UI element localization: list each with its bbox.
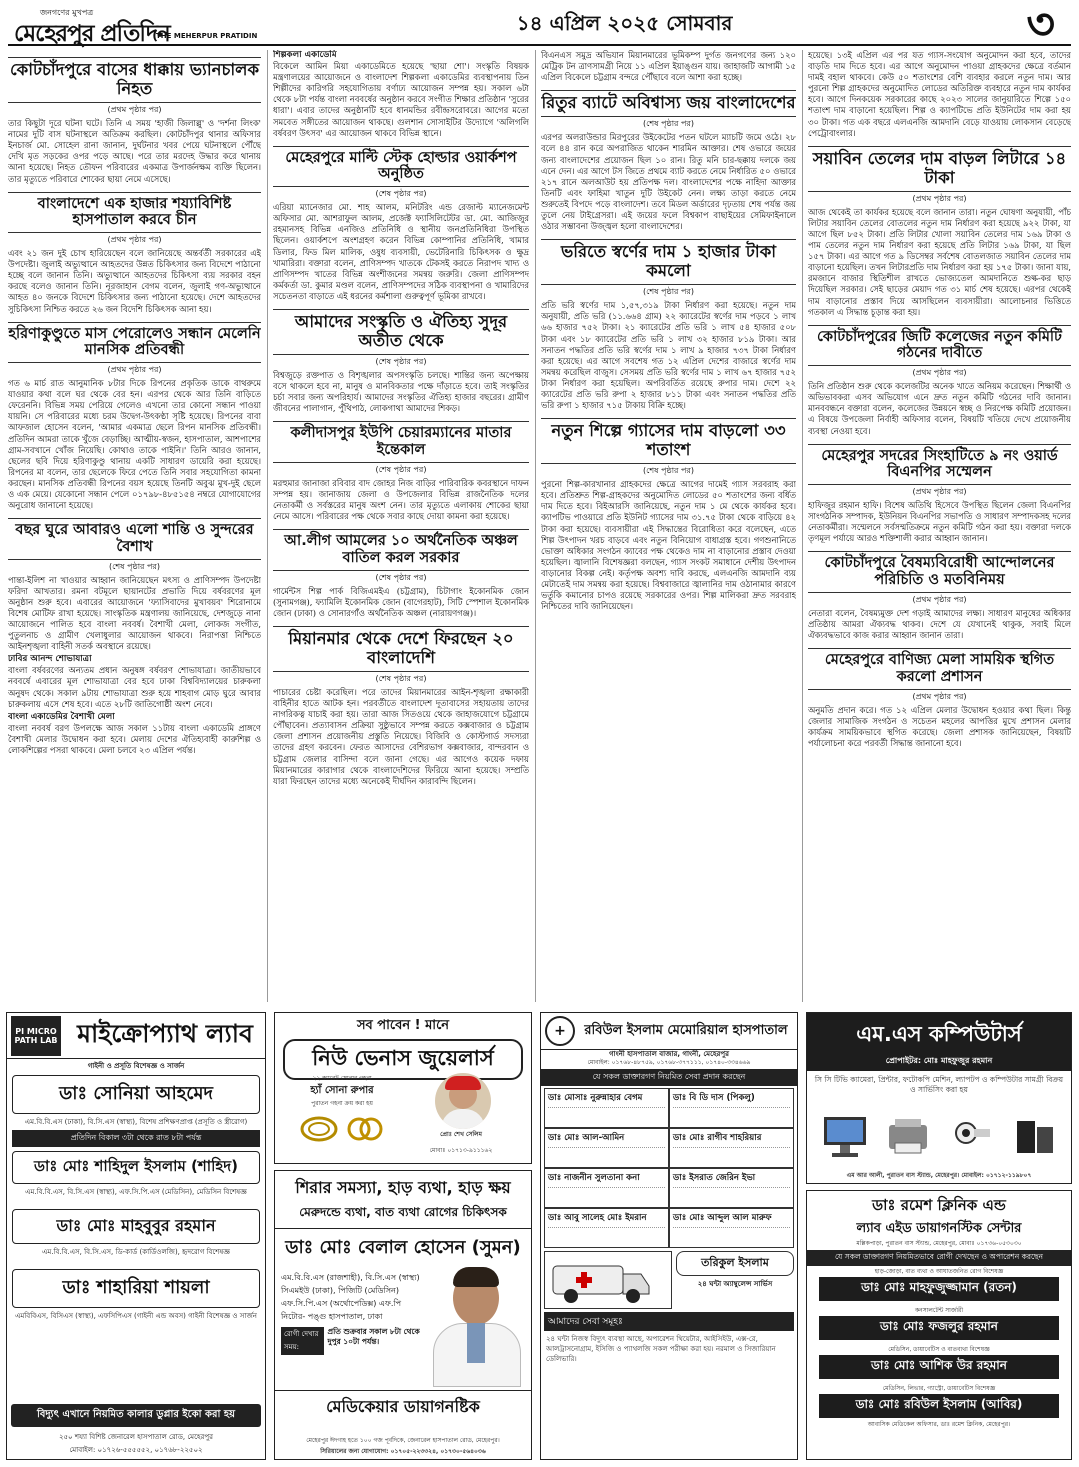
headline[interactable]: বাংলাদেশে এক হাজার শয্যাবিশিষ্ট হাসপাতাল করবে চীন xyxy=(8,192,261,233)
doctor-degrees: এম.বি.বি.এস, বি.সি.এস, ডি-কার্ড (কার্ডিওলজি), হৃদরোগ বিশেষজ্ঞ xyxy=(42,1248,230,1256)
article-body: হয়েছে। ১৩ই এপ্রিল এর পর যত গ্যাস-সংযোগ অনুমোদন করা হবে, তাদের বাড়তি দাম দিতে হবে। এর আগে অনুমোদন পাওয়া গ্রাহকদের ক্ষেত্রে বর্তমান দামই বহাল থাকবে। কেউ ৫০ শতাংশের বেশি ব্যবহার করলে নতুন দাম। আর পুরনো শিল্প গ্রাহকদের অনুমোদিত লোডের অতিরিক্ত ব্যবহারে নতুন দাম কার্যকর হবে। আগে দিনকয়েক সরকারের কাছে ২০২৩ সালের জানুয়ারিতে শিল্পে ১৫০ শতাংশ দাম বাড়ানো হয়েছিল। শিল্প ও ক্যাপটিভে প্রতি ইউনিটের দাম করা হয় ৩০ টাকা। গত এক বছরে এলএনজি আমদানি বেড়ে যাওয়ায় লোকসান বেড়েছে পেট্রোবাংলার। xyxy=(808,50,1071,138)
continuation-note: (প্রথম পৃষ্ঠার পর) xyxy=(912,691,967,701)
shop-services: সি সি টিভি ক্যামেরা, প্রিন্টার, ফটোকপি মেশিন, ল্যাপটপ ও কম্পিউটার সামগ্রী বিক্রয় ও সার্ভিসিং করা হয় xyxy=(814,1075,1064,1094)
article-body: বাংলা নববর্ষ বরণ উপলক্ষে আজ সকাল ১১টায় বাংলা একাডেমি প্রাঙ্গণে বৈশাখী মেলার উদ্বোধন করা হবে। মেলায় দেশের ঐতিহ্যবাহী কারুশিল্প ও লোকশিল্পের পসরা থাকবে। মেলা চলবে ২৩ এপ্রিল পর্যন্ত। xyxy=(8,722,261,755)
ad-header xyxy=(7,1013,265,1059)
continuation-note: (শেষ পৃষ্ঠার পর) xyxy=(375,356,427,366)
article-column-4 xyxy=(808,50,1071,1002)
article-body: এবং ২১ জন দুই চোখ হারিয়েছেন বলে জানিয়েছে অন্তর্বর্তী সরকারের এই উপদেষ্টা। জুলাই অভ্যুত্থানে আহতদের উন্নত চিকিৎসার জন্য বিদেশে পাঠানো হচ্ছে বলে জানান তিনি। অভ্যুত্থানে আহতদের চিকিৎসা ব্যয় সরকার বহন করছে বলেও জানান তিনি। নূরজাহান বেগম বলেন, জুলাই গণ-অভ্যুত্থানে আহত ৪০ জনকে বিদেশে চিকিৎসার জন্য পাঠানো হয়েছে। দেশে আহতদের সুচিকিৎসা নিশ্চিত করতে ২৬ জন বিদেশি চিকিৎসক আনা হয়। xyxy=(8,248,261,314)
headline[interactable]: হরিণাকুণ্ডুতে মাস পেরোলেও সন্ধান মেলেনি মানসিক প্রতিবন্ধী xyxy=(8,322,261,363)
ambulance-service: ২৪ ঘন্টা অ্যাম্বুলেন্স সার্ভিস xyxy=(697,1280,773,1288)
headline[interactable]: কলীদাসপুর ইউপি চেয়ারম্যানের মাতার ইন্তেকাল xyxy=(273,421,529,462)
continuation-note: (প্রথম পৃষ্ঠার পর) xyxy=(912,368,967,378)
owner-name: প্রোঃ শেখ সেলিম xyxy=(440,1131,482,1138)
headline[interactable]: মেহেরপুর সদরের সিংহাটিতে ৯ নং ওয়ার্ড বিএনপির সম্মেলন xyxy=(808,444,1071,485)
jeweller-name: নিউ ভেনাস জুয়েলার্স xyxy=(283,1039,523,1080)
continuation-note: (শেষ পৃষ্ঠার পর) xyxy=(109,561,160,571)
article-body: পুরনো শিল্প-কারখানার গ্রাহকদের ক্ষেত্রে আগের দামেই গ্যাস সরবরাহ করা হবে। প্রতিশ্রুত শিল্প-গ্রাহকদের অনুমোদিত লোডের ৫০ শতাংশের জন্য বর্ধিত দাম দিতে হবে। বিইআরসি জানিয়েছে, নতুন দাম ১ মে থেকে কার্যকর হবে। ক্যাপটিভ পাওয়ারে প্রতি ইউনিট গ্যাসের দাম ৩১.৭৫ টাকা থেকে বাড়িয়ে ৪২ টাকা করা হয়েছে। ব্যবসায়ীরা এই সিদ্ধান্তের বিরোধিতা করে বলেছেন, এতে শিল্প উৎপাদন খরচ বাড়বে এবং নতুন বিনিয়োগ বাধাগ্রস্ত হবে। গণশুনানিতে ভোক্তা অধিকার সংগঠন ক্যাবের পক্ষ থেকেও দাম না বাড়ানোর প্রস্তাব দেওয়া হয়েছিল। জ্বালানি বিশেষজ্ঞরা বলছেন, গ্যাস সংকট সমাধানে দেশীয় উৎপাদন বাড়ানোর বিকল্প নেই। কর্তৃপক্ষ অবশ্য দাবি করছে, এলএনজি আমদানি ব্যয় মেটাতেই দাম সমন্বয় করা হয়েছে। বিশ্ববাজারে জ্বালানির দাম ওঠানামার কারণে ভর্তুকি কমানোর চাপও রয়েছে সরকারের ওপর। শিল্প মালিকরা দ্রুত সরবরাহ নিশ্চিতের দাবি জানিয়েছেন। xyxy=(541,479,796,612)
ad-tagline: সব পাবেন ! মানে xyxy=(356,1018,450,1033)
doctor-specialty: হাড়-জোড়া, বাত ব্যথা ও আঘাতজনিত রোগ বিশেষজ্ঞ xyxy=(874,1268,1004,1275)
services-heading: আমাদের সেবা সমূহঃ xyxy=(544,1312,794,1331)
hospital-name: রবিউল ইসলাম মেমোরিয়াল হাসপাতাল xyxy=(584,1022,788,1038)
doctor-specialty: মেডিসিন, ডায়াবেটিস ও বাতব্যথা বিশেষজ্ঞ xyxy=(888,1346,990,1353)
doctor-name: ডাঃ মোঃ ফজলুর রহমান xyxy=(819,1316,1059,1340)
article-body: এরপর অলরাউন্ডার মিরপুরের উইকেটের পতন ঘটলে ম্যাচটি জমে ওঠে। ২৮ বলে ৪৪ রান করে অপরাজিত থাকেন শারমিন আক্তার। শেষ ওভারে জয়ের জন্য বাংলাদেশের প্রয়োজন ছিল ১০ রান। রিতু মনি চার-ছক্কায় দলকে জয় এনে দেন। এর আগে টস জিতে প্রথমে ব্যাট করতে নেমে নির্ধারিত ৫০ ওভারে ২১৭ রানে অলআউট হয় প্রতিপক্ষ দল। বাংলাদেশের পক্ষে নাহিদা আক্তার তিনটি এবং ফাহিমা খাতুন দুটি উইকেট নেন। লক্ষ্য তাড়া করতে নেমে শুরুতেই বিপদে পড়ে বাংলাদেশ। তবে মিডল অর্ডারের দৃঢ়তায় শেষ পর্যন্ত জয় তুলে নেয় টাইগ্রেসরা। এই জয়ের ফলে বিশ্বকাপ বাছাইয়ের সেমিফাইনালে ওঠার সম্ভাবনা উজ্জ্বল হলো বাংলাদেশের। xyxy=(541,132,796,232)
doctor-name: ডাঃ শাহারিয়া শায়লা xyxy=(12,1269,260,1308)
article-body: এরিয়া ম্যানেজার মো. শাহ আলম, মনিটরিং এন্ড রেজাল্ট ম্যানেজমেন্ট অফিসার মো. আশরাফুল আলম, প্রজেক্ট ফ্যাসিলিটেটর ডা. মো. আজিজুর রহমানসহ বিভিন্ন এনজিও প্রতিনিধি ও স্থানীয় জনপ্রতিনিধিরা উপস্থিত ছিলেন। ওয়ার্কশপে অংশগ্রহণ করেন বিভিন্ন কোম্পানির প্রতিনিধি, খামার ডিলার, ফিড মিল মালিক, ওষুধ ব্যবসায়ী, ভেটেরিনারি চিকিৎসক ও ক্ষুদ্র খামারিরা। বক্তারা বলেন, প্রাণিসম্পদ খাতকে টেকসই করতে নিরাপদ খাদ্য ও প্রাণিসম্পদ খাতের বিভিন্ন অংশীজনের সমন্বয় জরুরি। জেলা প্রাণিসম্পদ কর্মকর্তা ডা. কুমার মণ্ডল বলেন, প্রাণিসম্পদের সঠিক ব্যবস্থাপনা ও খামারিদের সচেতনতা বাড়াতে এই ধরনের কর্মশালা গুরুত্বপূর্ণ ভূমিকা রাখবে। xyxy=(273,202,529,301)
shop-name: এম.এস কম্পিউটার্স xyxy=(807,1013,1071,1055)
doctor-name: ডাঃ নাজনীন সুলতানা কনা xyxy=(548,1173,640,1183)
column-rule xyxy=(535,50,536,1002)
article-body: বিকেলে আমিন মিয়া একাডেমিতে হয়েছে 'ছায়া শো'। সংস্কৃতি বিষয়ক মন্ত্রণালয়ের আয়োজনে ও বাংলাদেশ শিল্পকলা একাডেমির ব্যবস্থাপনায় তিন শিল্পীদের কারিগরি সহযোগিতায় বর্ণাঢ্য আয়োজন সম্পন্ন হয়। সকাল ৬টা থেকে ৮টা পর্যন্ত বাংলা নববর্ষের অনুষ্ঠান করবে সংগীত শিক্ষার প্রতিষ্ঠান 'সুরের ধারা'। এবার তাদের অনুষ্ঠানটি হবে ধানমন্ডির রবীন্দ্রসরোবরে। আগের মতো সমবেত সঙ্গীতের আয়োজন থাকছে। গুলশান সোসাইটির উদ্যোগে 'অলিগলি বর্ষবরণ উৎসব' এর আয়োজন থাকবে বিভিন্ন স্থানে। xyxy=(273,61,529,138)
micropath-lab-ad[interactable] xyxy=(6,1012,266,1460)
doctor-grid-cell xyxy=(669,1168,794,1208)
continuation-note: (শেষ পৃষ্ঠার পর) xyxy=(643,119,694,129)
article-body: বাংলা বর্ষবরণের অন্যতম প্রধান অনুষঙ্গ বর্ষবরণ শোভাযাত্রা। জাতীয়ভাবে নববর্ষে এবারের মূল শোভাযাত্রা বের হবে ঢাকা বিশ্ববিদ্যালয়ের চারুকলা অনুষদ থেকে। সকাল ৯টায় শোভাযাত্রা শুরু হয়ে শাহবাগ মোড় ঘুরে আবার চারুকলায় এসে শেষ হবে। এতে ২৮টি জাতিগোষ্ঠী অংশ নেবে। xyxy=(8,665,261,709)
headline[interactable]: কোটচাঁদপুরে বৈষম্যবিরোধী আন্দোলনের পরিচিতি ও মতবিনিময় xyxy=(808,551,1071,592)
article-column-3 xyxy=(541,50,796,1002)
article-body: পাচারের চেষ্টা করেছিল। পরে তাদের মিয়ানমারের আইন-শৃঙ্খলা রক্ষাকারী বাহিনীর হাতে আটক হন। পরবর্তীতে বাংলাদেশ দূতাবাসের সহায়তায় তাদের নাগরিকত্ব যাচাই করা হয়। তারা আজ সিতওয়ে থেকে জাহাজযোগে চট্টগ্রামে পৌঁছাবেন। প্রত্যাবাসন প্রক্রিয়া সুষ্ঠুভাবে সম্পন্ন করতে কক্সবাজার ও চট্টগ্রাম জেলা প্রশাসন প্রয়োজনীয় প্রস্তুতি নিয়েছে। বিজিবি ও কোস্টগার্ড সদস্যরা তাদের গ্রহণ করবেন। ফেরত আসাদের বেশিরভাগ কক্সবাজার, বান্দরবান ও চট্টগ্রাম জেলার বাসিন্দা বলে জানা গেছে। এর আগেও কয়েক দফায় মিয়ানমারের কারাগার থেকে বাংলাদেশিদের ফিরিয়ে আনা হয়েছে। সম্প্রতি যারা ফিরছেন তাদের মধ্যে অনেকেই দীর্ঘদিন কারাবন্দি ছিলেন। xyxy=(273,687,529,786)
headline[interactable]: বছর ঘুরে আবারও এলো শান্তি ও সুন্দরের বৈশাখ xyxy=(8,518,261,559)
time-label: রোগী দেখার সময়: xyxy=(281,1327,324,1355)
shop-owner: প্রোপাইটর: মোঃ মাহফুজুর রহমান xyxy=(807,1055,1071,1071)
doctor-grid-cell xyxy=(544,1168,669,1208)
jewellery-icon xyxy=(283,1114,401,1144)
ms-computers-ad[interactable] xyxy=(806,1012,1072,1184)
ad-line: হ্যাঁ সোনা রুপার xyxy=(310,1085,374,1096)
doctor-grid-cell xyxy=(669,1128,794,1168)
article-body: অনুমতি প্রদান করে। গত ১২ এপ্রিল মেলার উদ্বোধন হওয়ার কথা ছিল। কিন্তু জেলার সামাজিক সংগঠন ও সচেতন মহলের আপত্তির মুখে প্রশাসন মেলার কার্যক্রম সাময়িকভাবে স্থগিত করেছে। জেলা প্রশাসক জানিয়েছেন, বিষয়টি পর্যালোচনা করে পরবর্তী সিদ্ধান্ত জানানো হবে। xyxy=(808,704,1071,748)
doctor-name: ডাঃ মোঃ রবিউল ইসলাম (আবির) xyxy=(819,1394,1059,1418)
headline[interactable]: আ.লীগ আমলের ১০ অর্থনৈতিক অঞ্চল বাতিল করল সরকার xyxy=(273,529,529,570)
ambulance-block xyxy=(544,1251,794,1309)
continuation-note: (প্রথম পৃষ্ঠার পর) xyxy=(107,104,162,114)
time-text: প্রতি শুক্রবার সকাল ৮টা থেকে দুপুর ১০টা পর্যন্ত। xyxy=(327,1327,420,1346)
headline[interactable]: নতুন শিল্পে গ্যাসের দাম বাড়লো ৩৩ শতাংশ xyxy=(541,418,796,464)
headline[interactable]: সয়াবিন তেলের দাম বাড়ল লিটারে ১৪ টাকা xyxy=(808,146,1071,192)
article-column-2 xyxy=(273,50,529,1002)
clinic-name: ডাঃ রমেশ ক্লিনিক এন্ড xyxy=(872,1196,1006,1214)
doctor-specialty: কনসালটেন্ট সার্জারী xyxy=(914,1307,964,1314)
article-column-1 xyxy=(8,50,261,1002)
column-rule xyxy=(267,50,268,1002)
service-banner: বিদ্যুৎ এখানে নিয়মিত কালার ডুপ্লার ইকো করা হয় xyxy=(11,1404,261,1427)
continuation-note: (প্রথম পৃষ্ঠার পর) xyxy=(107,364,162,374)
headline[interactable]: আমাদের সংস্কৃতি ও ঐতিহ্য সুদূর অতীত থেকে xyxy=(273,309,529,355)
doctor-grid-cell xyxy=(544,1208,669,1248)
article-body: গার্মেন্টস শিল্প পার্ক বিজিএমইএ (চট্টগ্রাম), চিটাগাং ইকোনমিক জোন (সুনামগঞ্জ), ফ্যামিলি ইকোনমিক জোন (বাগেরহাট), সিটি স্পেশাল ইকোনমিক জোন (ঢাকা) ও সোনারগাঁও অর্থনৈতিক অঞ্চল (নারায়ণগঞ্জ)। xyxy=(273,585,529,618)
article-subheading: ঢাবির আনন্দ শোভাযাত্রা xyxy=(8,654,92,665)
micropath-logo-icon: PI MICRO PATH LAB xyxy=(11,1016,61,1056)
doctor-name: ডাঃ মোসাঃ নুরুন্নাহার বেগম xyxy=(548,1093,643,1103)
continuation-note: (প্রথম পৃষ্ঠার পর) xyxy=(912,486,967,496)
masthead xyxy=(8,0,1071,50)
clinic-name-line2: ল্যাব এইড ডায়াগনস্টিক সেন্টার xyxy=(856,1221,1022,1236)
doctor-name: ডাঃ মোঃ বেলাল হোসেন (সুমন) xyxy=(285,1237,521,1258)
owner-photo xyxy=(435,1073,491,1129)
doctor-specialty: মেডিসিন, লিভার, গ্যাস্ট্রো, ডায়াবেটিস বিশেষজ্ঞ xyxy=(882,1385,996,1392)
article-body: বিশ্বজুড়ে রক্তপাত ও বিশৃঙ্খলার অপসংস্কৃতি চলছে। শান্তির জন্য অপেক্ষায় বসে থাকলে হবে না, মানুষ ও মানবিকতার পক্ষে দাঁড়াতে হবে। তাই সংস্কৃতির চর্চা সবার জন্য অপরিহার্য। আমাদের সংস্কৃতির ঐতিহ্য হাজার বছরের। গ্রামীণ জীবনের পালাগান, পুঁথিপাঠ, লোকগাথা আমাদের শিকড়। xyxy=(273,370,529,414)
doctor-photo xyxy=(431,1267,523,1387)
article-body: আজ থেকেই তা কার্যকর হয়েছে বলে জানান তারা। নতুন ঘোষণা অনুযায়ী, পাঁচ লিটার সয়াবিন তেলের বোতলের নতুন দাম নির্ধারণ করা হয়েছে ৯২২ টাকা, যা আগে ছিল ৮৫২ টাকা। প্রতি লিটার খোলা সয়াবিন তেলের দাম ১৬৯ টাকা ও পাম তেলের নতুন দাম নির্ধারণ করা হয়েছে প্রতি লিটার ১৬৯ টাকা, যা ছিল ১৫৭ টাকা। এর আগে গত ৯ ডিসেম্বর সর্বশেষ বোতলজাত সয়াবিন তেলের দাম বাড়ানো হয়েছিল। তখন লিটারপ্রতি দাম নির্ধারণ করা হয় ১৭৫ টাকা। জানা যায়, রমজানে বাজার স্থিতিশীল রাখতে ভোজ্যতেল আমদানিতে শুল্ক-কর ছাড় দিয়েছিল সরকার। সেই ছাড়ের মেয়াদ গত ৩১ মার্চ শেষ হয়েছে। এরপর থেকেই দাম বাড়ানোর প্রস্তাব দিয়ে আসছিলেন ব্যবসায়ীরা। আলোচনার ভিত্তিতে গতকাল এ সিদ্ধান্ত চূড়ান্ত করা হয়। xyxy=(808,206,1071,317)
continuation-note: (শেষ পৃষ্ঠার পর) xyxy=(643,287,694,297)
doctor-grid-cell xyxy=(669,1088,794,1128)
continuation-note: (শেষ পৃষ্ঠার পর) xyxy=(375,673,427,683)
doctor-name: ডাঃ সোনিয়া আহমেদ xyxy=(12,1075,260,1114)
newspaper-logo xyxy=(8,7,258,47)
clinic-footer: আবাসিক মেডিকেল অফিসার, ডাঃ রমেশ ক্লিনিক, মেহেরপুর। xyxy=(867,1421,1011,1428)
doctor-name: ডাঃ মোঃ মাহফুজুজ্জামান (রতন) xyxy=(819,1277,1059,1301)
ad-address: মল্লিকপাড়া, পুরাতন বাস স্ট্যান্ড, মেহেরপুর, মোবাঃ ০১৭৩৬-০৫৩০৩০ xyxy=(856,1240,1022,1247)
doctor-degrees: এম.বি.বি.এস (ঢাকা), বি.সি.এস (স্বাস্থ্য), বিশেষ প্রশিক্ষণপ্রাপ্ত (প্রসূতি ও স্ত্রীরোগ) xyxy=(24,1118,248,1126)
doctor-degrees: এমবিবিএস, বিসিএস (স্বাস্থ্য), এফসিপিএস (গাইনী এন্ড অবস) গাইনী বিশেষজ্ঞ ও সার্জন xyxy=(15,1312,257,1320)
doctor-degrees: এম.বি.বি.এস, বি.সি.এস (স্বাস্থ্য), এফ.সি.পি.এস (মেডিসিন), মেডিসিন বিশেষজ্ঞ xyxy=(25,1188,247,1196)
ad-address: গাংনী হাসপাতাল বাজার, গাংনী, মেহেরপুর xyxy=(608,1050,730,1058)
ramesh-clinic-ad[interactable] xyxy=(806,1190,1072,1460)
issue-date: ১৪ এপ্রিল ২০২৫ সোমবার xyxy=(516,10,733,35)
doctor-list-banner: যে সকল ডাক্তারগণ নিয়মিতভাবে রোগী দেখছেন ও অপারেশন করছেন xyxy=(807,1250,1071,1266)
venus-jewellers-ad[interactable] xyxy=(274,1012,532,1164)
continuation-note: (প্রথম পৃষ্ঠার পর) xyxy=(107,234,162,244)
ad-address: মেহেরপুর ঈদগাহ হতে ১০০ গজ পূর্বদিকে, জেনারেল হাসপাতাল রোড, মেহেরপুর। xyxy=(306,1437,500,1444)
degree-line: সিএমইউ (ঢাকা), পিজিটি (মেডিসিন) xyxy=(281,1286,399,1295)
doctor-name: ডাঃ মোঃ আল-আমিন xyxy=(548,1133,625,1143)
ad-phone: মোবাইল: ০১৭৬৮-৪৮৭৫৯, ০১৭৬৮-৩৭৭১১১, ০১৭৪০-৩৩৪৬৬৯ xyxy=(587,1059,751,1066)
article-body: গত ৬ মার্চ রাত আনুমানিক ৮টার দিকে রিপনের প্রকৃতিক ডাকে বাথরুমে যাওয়ার কথা বলে ঘর থেকে বের হন। এরপর থেকে আর তিনি বাড়িতে ফেরেননি। বিভিন্ন সময় পেরিয়ে গেলেও এখনো তার কোনো সন্ধান পাওয়া যায়নি। সে পরিবারের মধ্যে চরম উদ্বেগ-উৎকণ্ঠা সৃষ্টি হয়েছে। রিপনের বাবা আফজাল হোসেন বলেন, 'আমার একমাত্র ছেলে রিপন মানসিক প্রতিবন্ধী। প্রতিদিন আমরা তাকে খুঁজে বেড়াচ্ছি। আত্মীয়-স্বজন, হাসপাতাল, আশপাশের গ্রাম-সবখানে খোঁজ নিয়েছি। কোথাও তাকে পাইনি।' তিনি আরও জানান, ছেলের ছবি দিয়ে হরিণাকুণ্ডু থানায় একটি সাধারণ ডায়েরি করা হয়েছে। রিপনের মা বলেন, তার ছেলেকে ফিরে পেতে তিনি সবার সহযোগিতা কামনা করছেন। মানসিক প্রতিবন্ধী রিপনের বয়স হয়েছে তিনটি অবুঝ মুখ-দুই ছেলে ও এক মেয়ে। যেকোনো সন্ধান পেলে ০১৭৯৮-৪৮৫১৫৪ নম্বরে যোগাযোগের অনুরোধ জানানো হয়েছে। xyxy=(8,378,261,511)
doctor-name: ডাঃ বি ডি দাস (পিকলু) xyxy=(673,1093,755,1103)
degree-line: এফ.সি.পি.এস (অর্থোপেডিক্স) এফ.পি xyxy=(281,1299,402,1308)
column-rule xyxy=(802,50,803,1002)
degree-line: নিটোর- পঙ্গু হাসপাতাল, ঢাকা xyxy=(281,1312,383,1321)
article-subheading: বাংলা একাডেমির বৈশাখী মেলা xyxy=(8,711,115,722)
ad-phone: মোবাঃ ০১৭১৩-৯১১১৬২ xyxy=(429,1147,493,1154)
article-body: বিএনএস সমুদ্র অভিযান মিয়ানমারের ভূমিকম্প দুর্গত জনগণের জন্য ১২০ মেট্রিক টন ত্রাণসামগ্রী নিয়ে ১১ এপ্রিল ইয়াঙ্গুন যায়। জাহাজটি আগামী ১৫ এপ্রিল বিকেলে চট্টগ্রাম বন্দরে পৌঁছাবে বলে আশা করা হচ্ছে। xyxy=(541,50,796,83)
doctor-name: ডাঃ ইসরাত জেরিন ইভা xyxy=(673,1173,756,1183)
ambulance-icon xyxy=(544,1251,672,1309)
doctor-name: ডাঃ মোঃ মাহবুবুর রহমান xyxy=(12,1209,260,1244)
article-body: প্রতি ভরি স্বর্ণের দাম ১,৫৭,৩১৯ টাকা নির্ধারণ করা হয়েছে। নতুন দাম অনুযায়ী, প্রতি ভরি (১১.৬৬৪ গ্রাম) ২২ ক্যারেটের স্বর্ণের দাম পড়বে ১ লাখ ৬৬ হাজার ৭৫২ টাকা। ২১ ক্যারেটের প্রতি ভরি ১ লাখ ৫৪ হাজার ৫০৮ টাকা এবং ১৮ ক্যারেটের প্রতি ভরি ১ লাখ ৩২ হাজার ৮১৯ টাকা। আর সনাতন পদ্ধতির প্রতি ভরি স্বর্ণের দাম ১ লাখ ৯ হাজার ৭৩৭ টাকা নির্ধারণ করা হয়েছে। এর আগে সবশেষ গত ১২ এপ্রিল দেশের বাজারে স্বর্ণের দাম সমন্বয় করেছিল বাজুস। সেসময় প্রতি ভরি স্বর্ণের দাম ১ লাখ ৬৭ হাজার ৭৫২ টাকা নির্ধারণ করা হয়েছিল। অপরিবর্তিত রয়েছে রুপার দাম। দেশে ২২ ক্যারেটের প্রতি ভরি রুপা ২ হাজার ৮১১ টাকা এবং সনাতন পদ্ধতির প্রতি ভরি রুপা ১ হাজার ৭১৫ টাকায় বিক্রি হচ্ছে। xyxy=(541,300,796,411)
headline[interactable]: রিতুর ব্যাটে অবিশ্বাস্য জয় বাংলাদেশের xyxy=(541,90,796,117)
continuation-note: (প্রথম পৃষ্ঠার পর) xyxy=(912,594,967,604)
headline[interactable]: কোটচাঁদপুরের জিটি কলেজের নতুন কমিটি গঠনের দাবীতে xyxy=(808,325,1071,366)
continuation-note: (শেষ পৃষ্ঠার পর) xyxy=(375,189,427,199)
doctor-grid xyxy=(544,1088,794,1248)
page-number: ৩ xyxy=(1026,0,1055,50)
hospital-logo-icon: + xyxy=(545,1016,575,1046)
article-body: তার কিছুটা দূরে ঘটনা ঘটে। তিনি এ সময় 'হাজী জিলাল্লু' ও 'দর্শনা লিংক' নামের দুটি বাস ঘটনাস্থলে অতিক্রম করছিল। কোটচাঁদপুর থানার অফিসার ইনচার্জ মো. সোহেল রানা জানান, দুর্ঘটনার খবর পেয়ে ঘটনাস্থলে পৌঁছে দেখি মৃত সড়কের ওপর পড়ে আছে। পরে তার মরদেহ উদ্ধার করে থানায় আনা হয়েছে। নিহত তৌফন পরিবারের একমাত্র উপার্জনক্ষম ব্যক্তি ছিলেন। তার মৃত্যুতে পরিবারে শোকের ছায়া নেমে এসেছে। xyxy=(8,118,261,184)
ad-address: ২৫০ শয্যা বিশিষ্ট জেনারেল হাসপাতাল রোড, মেহেরপুর xyxy=(58,1433,214,1441)
ad-line: পুরাতন গহনা ক্রয় করা হয় xyxy=(311,1100,373,1107)
headline[interactable]: মেহেরপুরে বাণিজ্য মেলা সাময়িক স্থগিত করলো প্রশাসন xyxy=(808,648,1071,689)
doctor-name: ডাঃ মোঃ শাহিদুল ইসলাম (শাহিদ) xyxy=(12,1151,260,1184)
doctor-name: ডাঃ মোঃ আব্দুল আল মারুফ xyxy=(673,1213,772,1223)
article-body: নেতারা বলেন, বৈষম্যমুক্ত দেশ গড়াই আমাদের লক্ষ্য। সাধারণ মানুষের অধিকার প্রতিষ্ঠায় আমরা ঐক্যবদ্ধ থাকব। দেশে যে যেখানেই থাকুক, সবাই মিলে ঐক্যবদ্ধভাবে কাজ করার আহ্বান জানান তারা। xyxy=(808,607,1071,641)
ad-header xyxy=(541,1013,797,1050)
shop-address: এম আর আলী, পুরাতন বাস স্ট্যান্ড, মেহেরপুর। মোবাইল: ০১৭১২-১১৯৮০৭ xyxy=(846,1172,1032,1179)
doctor-name: ডাঃ আবু সালেহ মোঃ ইমরান xyxy=(548,1213,647,1223)
doctor-degrees xyxy=(281,1271,431,1355)
visiting-hours: প্রতিদিন বিকাল ৩টা থেকে রাত ৮টা পর্যন্ত xyxy=(12,1130,260,1147)
doctor-grid-cell xyxy=(669,1208,794,1248)
services-body: ২৪ ঘন্টা নিজস্ব বিদ্যুৎ ব্যবস্থা আছে, অপারেশন থিয়েটার, আইসিইউ, এক্স-রে, আলট্রাসনোগ্রাম, ইসিজি ও প্যাথলজি সকল পরীক্ষা করা হয়। নরমাল ও সিজারিয়ান ডেলিভারি। xyxy=(546,1335,776,1363)
article-body: তিনি প্রতিষ্ঠান শুরু থেকে কলেজটির অনেক খাতে অনিয়ম করেছেন। শিক্ষার্থী ও অভিভাবকরা এসব অভিযোগ এনে দ্রুত নতুন কমিটি গঠনের দাবি জানান। মানববন্ধনে বক্তারা বলেন, কলেজের উন্নয়নে স্বচ্ছ ও নিরপেক্ষ কমিটি প্রয়োজন। এ বিষয়ে উপজেলা নির্বাহী অফিসার বলেন, বিষয়টি খতিয়ে দেখে প্রয়োজনীয় ব্যবস্থা নেওয়া হবে। xyxy=(808,381,1071,436)
ad-subheadline: মেরুদন্ডে ব্যথা, বাত ব্যথা রোগের চিকিৎসক xyxy=(299,1205,507,1219)
ad-line: ২২ ক্যারেট সোনার গহনা xyxy=(312,1075,372,1082)
robiul-islam-hospital-ad[interactable] xyxy=(540,1012,798,1460)
ad-headline: শিরার সমস্যা, হাড় ব্যথা, হাড় ক্ষয় xyxy=(295,1178,511,1197)
doctor-name: ডাঃ মোঃ রাগীব শাহরিয়ার xyxy=(673,1133,762,1143)
masthead-name: মেহেরপুর প্রতিদিন xyxy=(14,20,170,47)
ad-phone: মোবাইল: ০১৭২৬-৫৫৫৫৫২, ০১৭৬৮-২২৫০২ xyxy=(69,1446,203,1454)
headline[interactable]: কোটচাঁদপুরে বাসের ধাক্কায় ভ্যানচালক নিহত xyxy=(8,57,261,103)
headline[interactable]: ভরিতে স্বর্ণের দাম ১ হাজার টাকা কমলো xyxy=(541,239,796,285)
dr-belal-hossain-ad[interactable] xyxy=(274,1170,532,1460)
doctor-name: ডাঃ মোঃ আশিক উর রহমান xyxy=(819,1355,1059,1379)
visiting-hours xyxy=(281,1327,431,1355)
ad-text-block xyxy=(283,1075,401,1144)
masthead-name-en: THE MEHERPUR PRATIDIN xyxy=(156,32,258,40)
ambulance-owner: তরিকুল ইসলাম xyxy=(676,1251,794,1276)
headline[interactable]: মিয়ানমার থেকে দেশে ফিরছেন ২০ বাংলাদেশি xyxy=(273,626,529,672)
degree-line: এম.বি.বি.এস (রাজশাহী), বি.সি.এস (স্বাস্থ্য) xyxy=(281,1273,420,1282)
article-body: মরহুমার জানাজা রবিবার বাদ জোহর নিজ বাড়ির পারিবারিক কবরস্থানে দাফন সম্পন্ন হয়। জানাজায় জেলা ও উপজেলার বিভিন্ন রাজনৈতিক দলের নেতাকর্মী ও সর্বস্তরের মানুষ অংশ নেন। তার মৃত্যুতে এলাকায় শোকের ছায়া নেমে আসে। পরিবারের পক্ষ থেকে সবার কাছে দোয়া কামনা করা হয়েছে। xyxy=(273,477,529,522)
continuation-note: (প্রথম পৃষ্ঠার পর) xyxy=(912,193,967,203)
doctor-grid-cell xyxy=(544,1128,669,1168)
ad-phone: সিরিয়ালের জন্য যোগাযোগ: ০১৭০৫-২২৩৩২৪, ০১৭৩০-৫৬৪০৩৬ xyxy=(320,1448,486,1455)
doctor-grid-cell xyxy=(544,1088,669,1128)
doctor-list-banner: যে সকল ডাক্তারগণ নিয়মিত সেবা প্রদান করছেন xyxy=(541,1069,797,1086)
ambulance-text-block xyxy=(676,1251,794,1309)
continuation-note: (শেষ পৃষ্ঠার পর) xyxy=(643,466,694,476)
specialty-label: গাইনী ও প্রসূতি বিশেষজ্ঞ ও সার্জন xyxy=(87,1062,185,1070)
continuation-note: (শেষ পৃষ্ঠার পর) xyxy=(375,464,427,474)
diagnostic-center-name: মেডিকেয়ার ডায়াগনষ্টিক xyxy=(275,1390,531,1421)
article-subheading: শিল্পকলা একাডেমি xyxy=(273,50,337,60)
masthead-tagline: জনগণের মুখপত্র xyxy=(40,8,94,17)
article-body: পান্তা-ইলিশ না খাওয়ার আহ্বান জানিয়েছেন মৎস্য ও প্রাণিসম্পদ উপদেষ্টা ফরিদা আখতার। রমনা বটমূলে ছায়ানটের প্রভাতি দিয়ে বর্ষবরণের মূল অনুষ্ঠান শুরু হবে। এবারের আয়োজনে 'ফ্যাসিবাদের মুখাবয়ব' শিরোনামে বিশেষ মোটিফ রাখা হয়েছে। সাংস্কৃতিক মন্ত্রণালয় জানিয়েছে, দেশজুড়ে নানা আয়োজনে পালিত হবে বাংলা নববর্ষ। বৈশাখী মেলা, লোকজ সংগীত, পুতুলনাচ ও গ্রামীণ খেলাধুলার আয়োজন থাকবে। নিরাপত্তা নিশ্চিতে আইনশৃঙ্খলা বাহিনী সতর্ক অবস্থানে রয়েছে। xyxy=(8,574,261,652)
continuation-note: (শেষ পৃষ্ঠার পর) xyxy=(375,572,427,582)
article-body: হাফিজুর রহমান হাফি। বিশেষ অতিথি হিসেবে উপস্থিত ছিলেন জেলা বিএনপির সাংগঠনিক সম্পাদক, ইউনিয়ন বিএনপির সভাপতি ও সাধারণ সম্পাদকসহ দলের নেতাকর্মীরা। সম্মেলনে সর্বসম্মতিক্রমে নতুন কমিটি গঠন করা হয়। বক্তারা দলকে তৃণমূল পর্যায়ে আরও শক্তিশালী করার আহ্বান জানান। xyxy=(808,500,1071,544)
headline[interactable]: মেহেরপুরে মাল্টি স্টেক হোল্ডার ওয়ার্কশপ অনুষ্ঠিত xyxy=(273,146,529,187)
lab-name: মাইক্রোপ্যাথ ল্যাব xyxy=(77,1019,253,1048)
computer-products-icon xyxy=(813,1099,1065,1161)
